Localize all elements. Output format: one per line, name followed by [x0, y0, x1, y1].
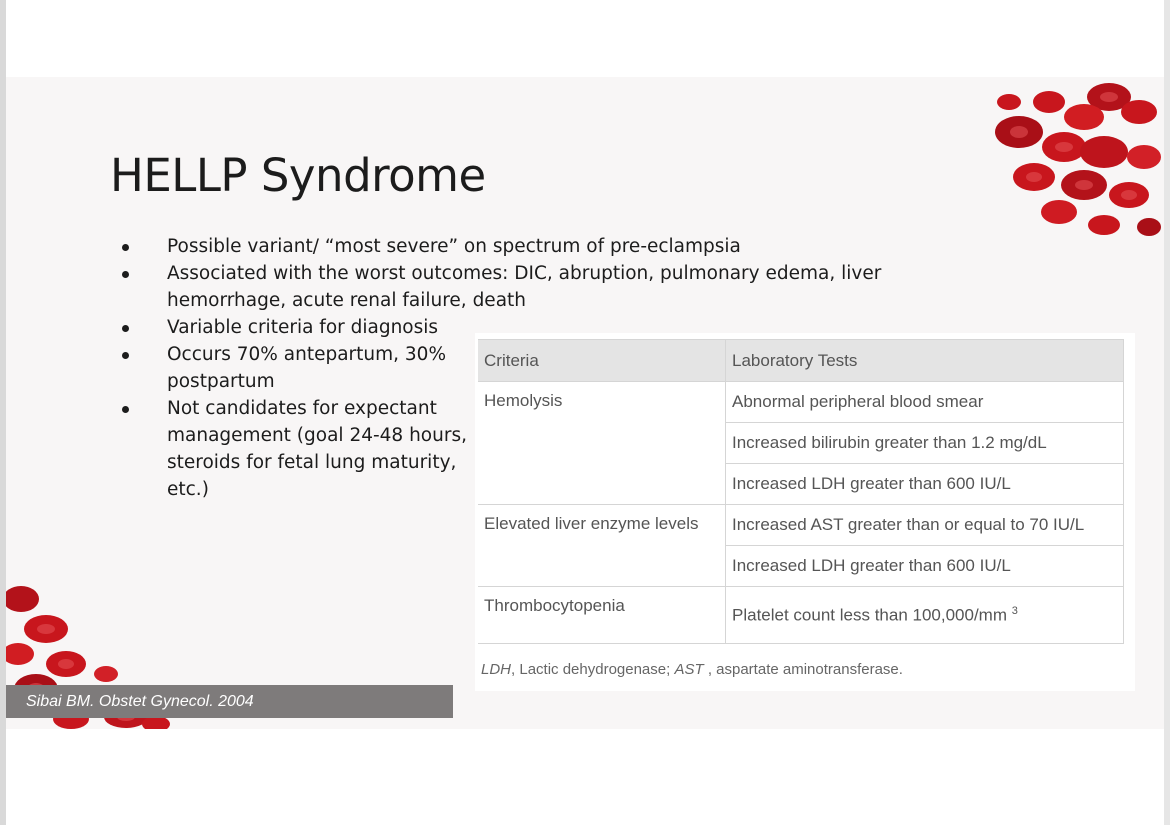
column-header-criteria: Criteria [478, 340, 726, 382]
table-row [478, 587, 1124, 644]
bullet-icon [122, 352, 129, 359]
slide [6, 77, 1164, 729]
test-cell: Increased LDH greater than 600 IU/L [726, 546, 1124, 587]
test-cell: Increased bilirubin greater than 1.2 mg/dL [726, 423, 1124, 464]
table-row [478, 382, 1124, 423]
bullet-text: Possible variant/ “most severe” on spectrum of pre-eclampsia [167, 236, 741, 257]
bullet-text: Variable criteria for diagnosis [167, 317, 439, 338]
bullet-icon [122, 271, 129, 278]
criterion-cell: Thrombocytopenia [478, 587, 726, 644]
bullet-icon [122, 325, 129, 332]
test-cell: Abnormal peripheral blood smear [726, 382, 1124, 423]
red-blood-cells-image [989, 77, 1164, 242]
bullet-item [120, 341, 477, 395]
footnote-abbr: AST [674, 661, 704, 678]
table-row [478, 505, 1124, 546]
bullet-text: Not candidates for expectant management (goal 24-48 hours, steroids for fetal lung maturity, etc.) [167, 398, 467, 500]
test-cell [726, 587, 1124, 644]
column-header-laboratory-tests: Laboratory Tests [726, 340, 1124, 382]
footnote-text: , Lactic dehydrogenase; [511, 661, 675, 678]
test-text: Platelet count less than 100,000/mm [732, 605, 1007, 625]
citation-bar: Sibai BM. Obstet Gynecol. 2004 [6, 685, 453, 718]
bullet-text: Associated with the worst outcomes: DIC, abruption, pulmonary edema, liver hemorrhage, acute renal failure, death [167, 263, 882, 311]
footnote-abbr: LDH [481, 661, 512, 678]
test-cell: Increased LDH greater than 600 IU/L [726, 464, 1124, 505]
bullet-item [120, 233, 907, 260]
test-cell: Increased AST greater than or equal to 70 IU/L [726, 505, 1124, 546]
bullet-icon [122, 406, 129, 413]
table-footnote [481, 661, 903, 678]
criterion-cell: Hemolysis [478, 382, 726, 505]
bullet-text: Occurs 70% antepartum, 30% postpartum [167, 344, 447, 392]
bullet-item [120, 260, 907, 314]
criterion-cell: Elevated liver enzyme levels [478, 505, 726, 587]
footnote-text: , aspartate aminotransferase. [703, 661, 903, 678]
criteria-table [478, 339, 1124, 644]
bullet-icon [122, 244, 129, 251]
slide-title: HELLP Syndrome [110, 149, 486, 202]
page-edge-right [1164, 0, 1170, 825]
table-header-row [478, 340, 1124, 382]
superscript: 3 [1011, 604, 1018, 617]
criteria-table-panel [475, 333, 1135, 691]
bullet-item [120, 395, 477, 503]
